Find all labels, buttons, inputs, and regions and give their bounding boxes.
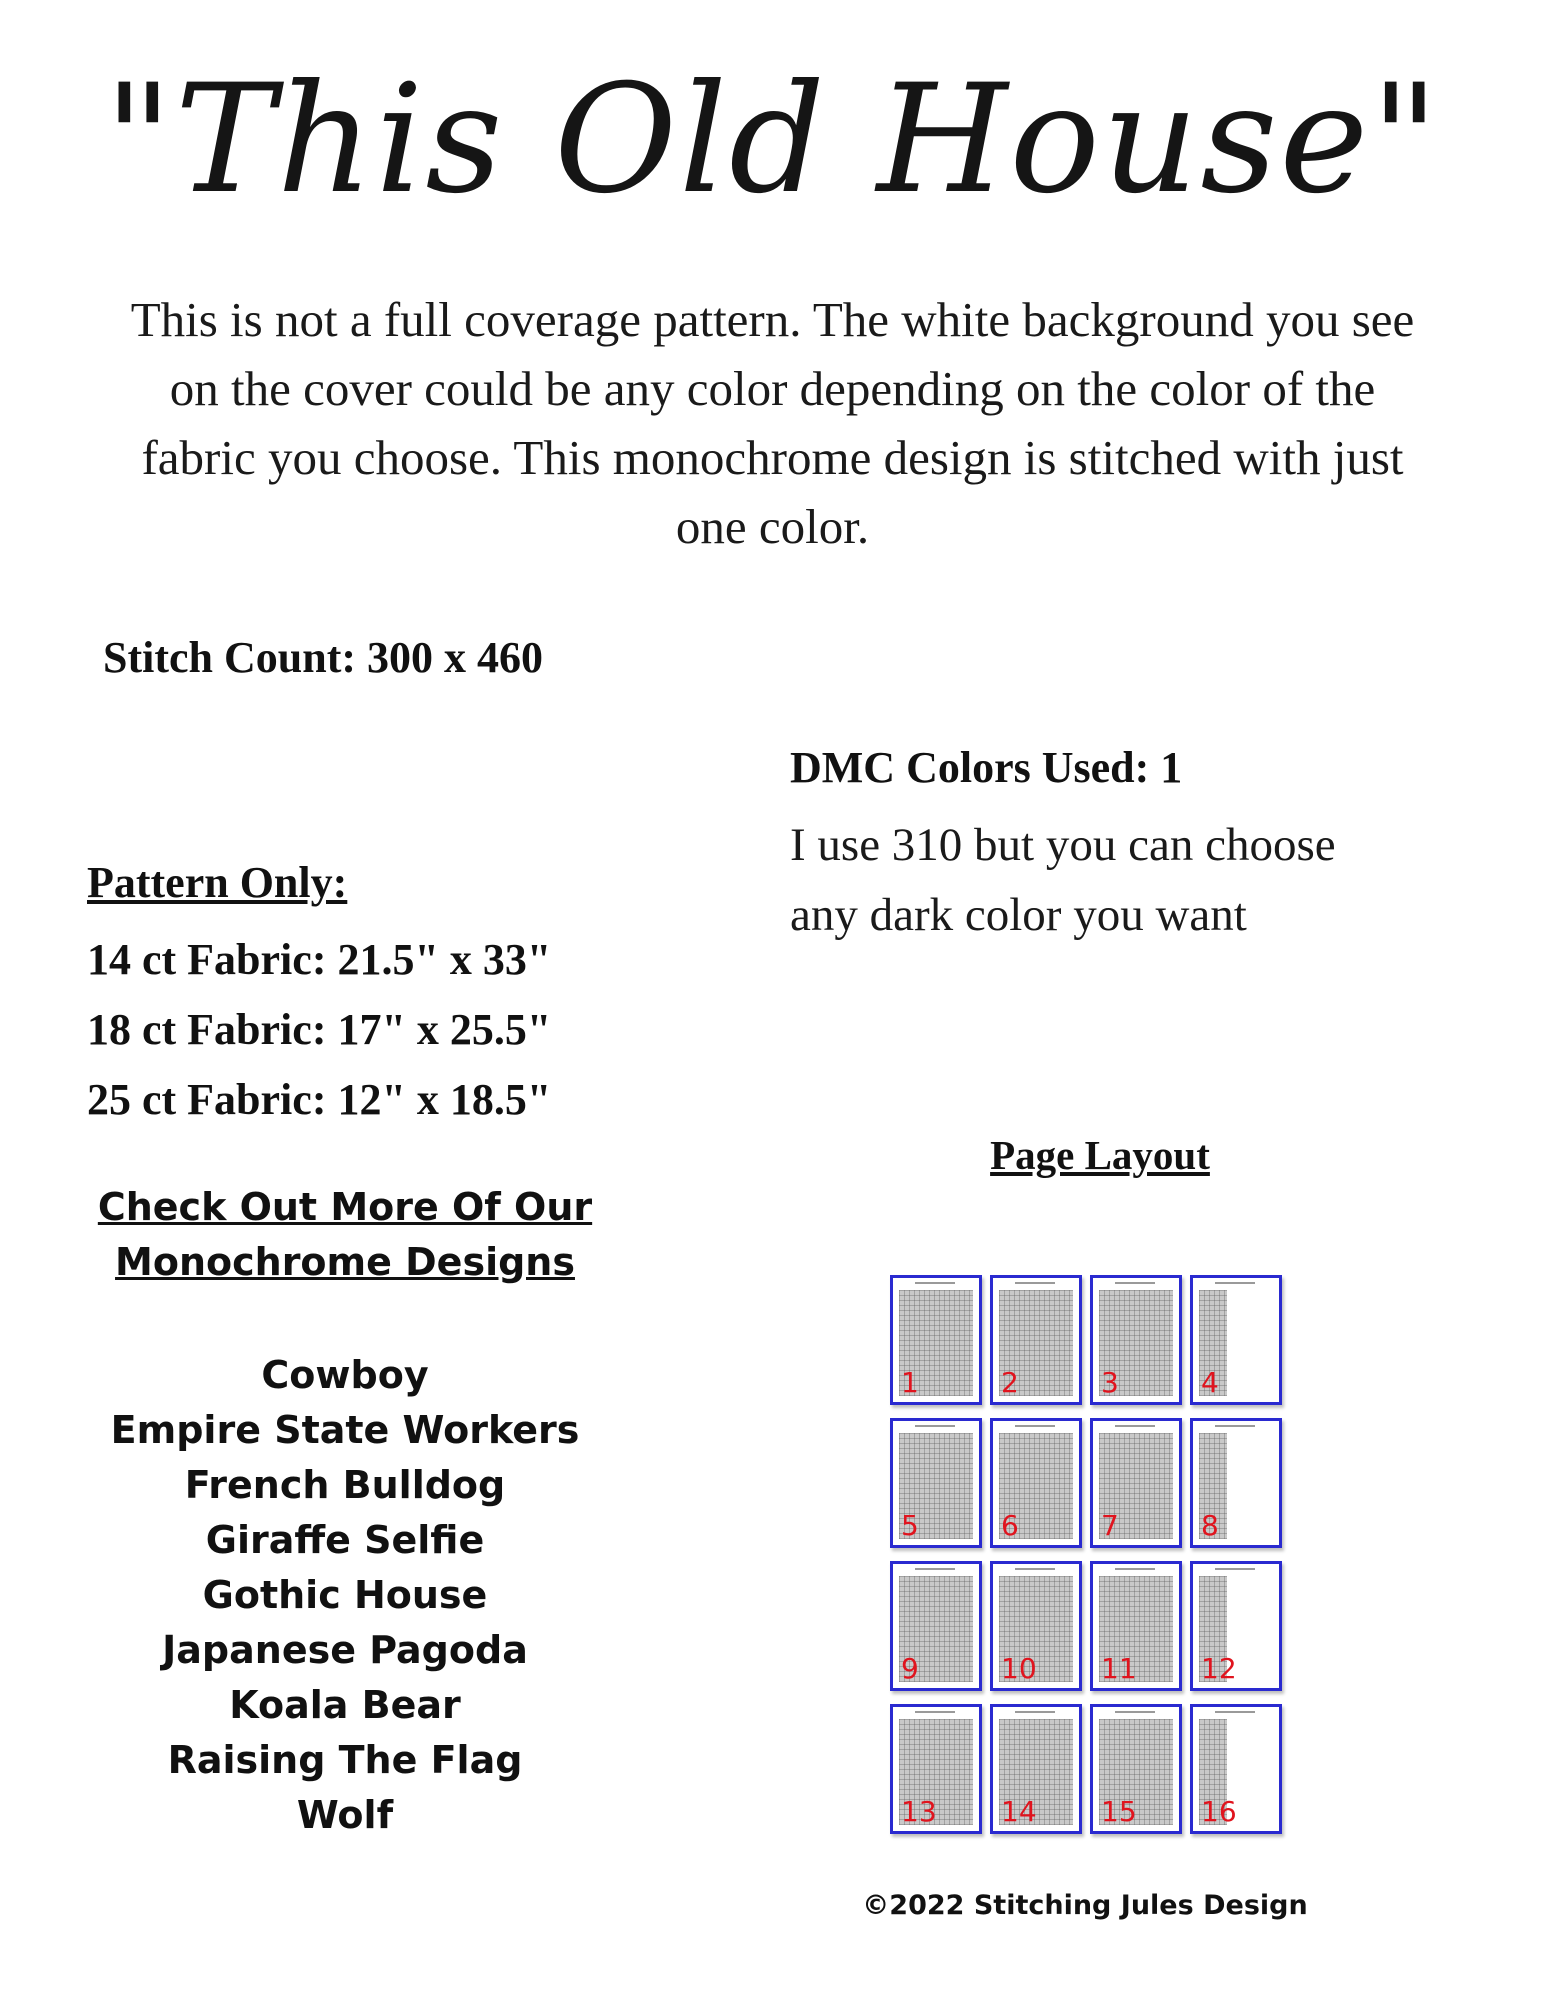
design-list <box>80 1348 610 1843</box>
page-number: 4 <box>1201 1366 1219 1399</box>
design-item: Empire State Workers <box>110 1408 580 1452</box>
page-number: 12 <box>1201 1652 1237 1685</box>
design-item: Japanese Pagoda <box>162 1628 528 1672</box>
fabric-size-list <box>87 925 551 1135</box>
fabric-size-item: 18 ct Fabric: 17" x 25.5" <box>87 1005 552 1054</box>
design-item: Giraffe Selfie <box>205 1518 485 1562</box>
design-item: French Bulldog <box>184 1463 506 1507</box>
page-layout-grid <box>890 1275 1290 1834</box>
design-item: Koala Bear <box>229 1683 461 1727</box>
page-number: 5 <box>901 1509 919 1542</box>
design-item: Raising The Flag <box>167 1738 523 1782</box>
page-number: 15 <box>1101 1795 1137 1828</box>
design-item: Wolf <box>296 1793 394 1837</box>
dmc-colors-heading: DMC Colors Used: 1 <box>790 743 1183 792</box>
fabric-size-item: 14 ct Fabric: 21.5" x 33" <box>87 935 552 984</box>
layout-page <box>1090 1275 1182 1405</box>
page-title: "This Old House" <box>103 53 1442 227</box>
design-item: Gothic House <box>202 1573 488 1617</box>
layout-page <box>890 1418 982 1548</box>
page-number: 1 <box>901 1366 919 1399</box>
layout-page <box>890 1561 982 1691</box>
layout-page <box>1190 1704 1282 1834</box>
page-number: 16 <box>1201 1795 1237 1828</box>
layout-page <box>1090 1561 1182 1691</box>
page-number: 2 <box>1001 1366 1019 1399</box>
layout-page <box>1190 1275 1282 1405</box>
page-number: 14 <box>1001 1795 1037 1828</box>
copyright-notice: ©2022 Stitching Jules Design <box>862 1890 1308 1921</box>
intro-paragraph: This is not a full coverage pattern. The white background you see on the cover could be any color depending on the color of the fabric you choose. This monochrome design is stitched with just one color. <box>130 292 1415 554</box>
dmc-colors-note: I use 310 but you can choose any dark color you want <box>790 819 1336 941</box>
layout-page <box>1090 1418 1182 1548</box>
page-number: 13 <box>901 1795 937 1828</box>
layout-page <box>1190 1418 1282 1548</box>
layout-page <box>890 1275 982 1405</box>
stitch-count: Stitch Count: 300 x 460 <box>103 633 544 682</box>
layout-page <box>1090 1704 1182 1834</box>
layout-page <box>990 1275 1082 1405</box>
layout-page <box>990 1418 1082 1548</box>
layout-page <box>990 1704 1082 1834</box>
design-item: Cowboy <box>261 1353 429 1397</box>
page-number: 3 <box>1101 1366 1119 1399</box>
page-number: 9 <box>901 1652 919 1685</box>
pattern-only-heading: Pattern Only: <box>87 858 348 907</box>
more-designs-heading[interactable]: Check Out More Of Our Monochrome Designs <box>97 1185 593 1284</box>
layout-page <box>1190 1561 1282 1691</box>
layout-page <box>890 1704 982 1834</box>
layout-page <box>990 1561 1082 1691</box>
page-number: 10 <box>1001 1652 1037 1685</box>
fabric-size-item: 25 ct Fabric: 12" x 18.5" <box>87 1075 552 1124</box>
page-layout-heading: Page Layout <box>990 1132 1210 1178</box>
page-number: 11 <box>1101 1652 1137 1685</box>
page-number: 7 <box>1101 1509 1119 1542</box>
page-number: 8 <box>1201 1509 1219 1542</box>
page-number: 6 <box>1001 1509 1019 1542</box>
